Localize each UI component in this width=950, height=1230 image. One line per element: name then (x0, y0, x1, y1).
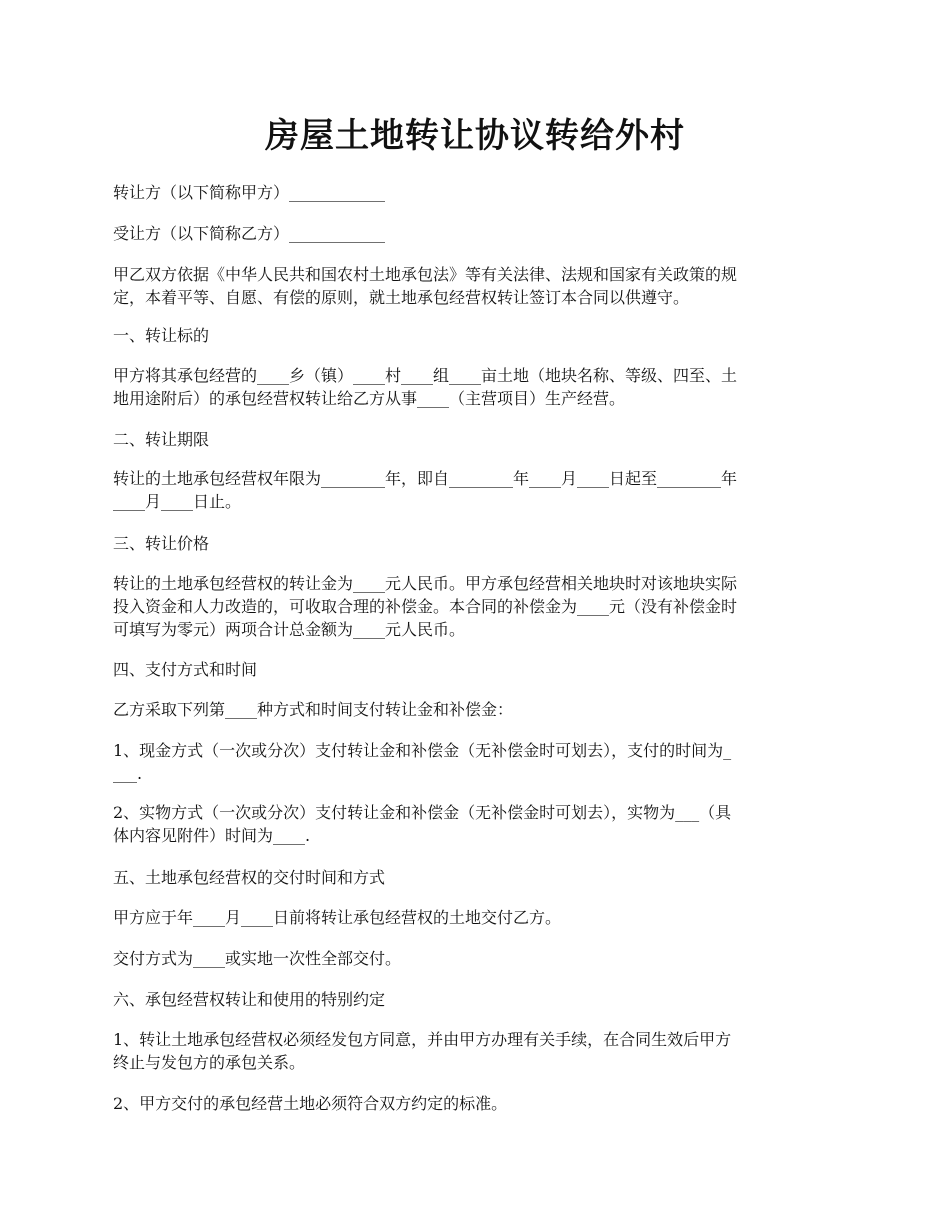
section-2-line-2: ____月____日止。 (113, 492, 242, 511)
section-3-line-2: 投入资金和人力改造的，可收取合理的补偿金。本合同的补偿金为____元（没有补偿金时 (113, 597, 738, 616)
intro-line-2: 定，本着平等、自愿、有偿的原则，就土地承包经营权转让签订本合同以供遵守。 (113, 288, 690, 307)
party-a-line: 转让方（以下简称甲方）____________ (113, 183, 386, 202)
section-3-line-3: 可填写为零元）两项合计总金额为____元人民币。 (113, 620, 466, 639)
section-4-intro: 乙方采取下列第____种方式和时间支付转让金和补偿金： (113, 700, 514, 719)
section-1-line-2: 地用途附后）的承包经营权转让给乙方从事____（主营项目）生产经营。 (113, 389, 626, 408)
section-4-item-1-line-2: ___. (113, 764, 143, 783)
section-4-heading: 四、支付方式和时间 (113, 660, 258, 679)
section-6-heading: 六、承包经营权转让和使用的特别约定 (113, 990, 386, 1009)
section-2-heading: 二、转让期限 (113, 430, 210, 449)
section-3-heading: 三、转让价格 (113, 534, 210, 553)
section-3-line-1: 转让的土地承包经营权的转让金为____元人民币。甲方承包经营相关地块时对该地块实际 (113, 574, 738, 593)
section-4-item-1-line-1: 1、现金方式（一次或分次）支付转让金和补偿金（无补偿金时可划去），支付的时间为_ (113, 741, 732, 760)
section-5-line-1: 甲方应于年____月____日前将转让承包经营权的土地交付乙方。 (113, 908, 562, 927)
section-6-item-2: 2、甲方交付的承包经营土地必须符合双方约定的标准。 (113, 1094, 508, 1113)
section-5-heading: 五、土地承包经营权的交付时间和方式 (113, 868, 386, 887)
section-1-heading: 一、转让标的 (113, 326, 210, 345)
intro-line-1: 甲乙双方依据《中华人民共和国农村土地承包法》等有关法律、法规和国家有关政策的规 (113, 265, 738, 284)
section-5-line-2: 交付方式为____或实地一次性全部交付。 (113, 949, 402, 968)
section-1-line-1: 甲方将其承包经营的____乡（镇）____村____组____亩土地（地块名称、等级、四至、土 (113, 366, 738, 385)
section-6-item-1-line-1: 1、转让土地承包经营权必须经发包方同意，并由甲方办理有关手续，在合同生效后甲方 (113, 1030, 732, 1049)
page-title: 房屋土地转让协议转给外村 (265, 116, 685, 156)
party-b-line: 受让方（以下简称乙方）____________ (113, 224, 386, 243)
section-4-item-2-line-1: 2、实物方式（一次或分次）支付转让金和补偿金（无补偿金时可划去），实物为___（具 (113, 803, 732, 822)
section-6-item-1-line-2: 终止与发包方的承包关系。 (113, 1053, 306, 1072)
section-2-line-1: 转让的土地承包经营权年限为________年，即自________年____月____日起至________年 (113, 469, 738, 488)
section-4-item-2-line-2: 体内容见附件）时间为____. (113, 826, 311, 845)
